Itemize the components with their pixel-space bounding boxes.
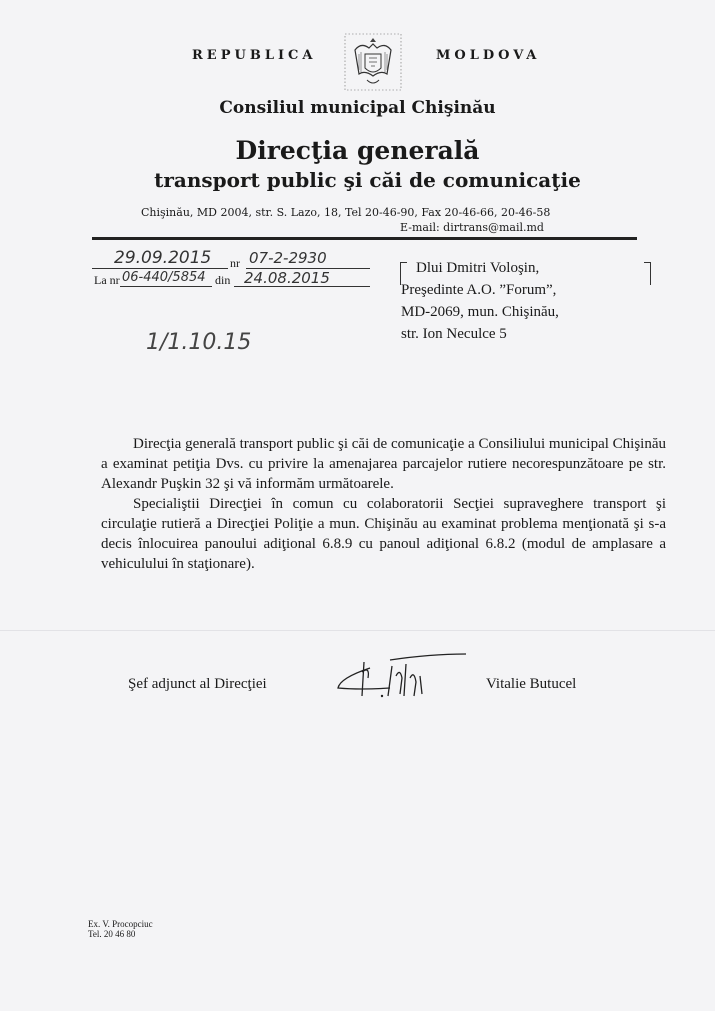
executor: Ex. V. Procopciuc — [88, 919, 153, 929]
body-paragraph-1: Direcţia generală transport public şi căi de comunicaţie a Consiliului municipal Chişinău a examinat petiţia Dvs. cu privire la amenajarea parcajelor rutiere necorespunzătoare pe str. Alexandr Puşkin 32 şi vă informăm următoarele. — [101, 436, 666, 492]
directorate-subtitle: transport public şi căi de comunicaţie — [154, 168, 581, 192]
recipient-line-2: Preşedinte A.O. ”Forum”, — [401, 282, 557, 298]
nr-label: nr — [230, 256, 240, 270]
signatory-name: Vitalie Butucel — [486, 676, 577, 692]
executor-phone: Tel. 20 46 80 — [88, 929, 136, 939]
recipient-line-3: MD-2069, mun. Chişinău, — [401, 304, 559, 320]
reply-line — [120, 286, 212, 287]
recipient-line-4: str. Ion Neculce 5 — [401, 326, 507, 342]
header-divider — [92, 237, 637, 240]
reply-label: La nr — [94, 273, 120, 287]
country-right: MOLDOVA — [436, 48, 541, 63]
address: Chişinău, MD 2004, str. S. Lazo, 18, Tel 20-46-90, Fax 20-46-66, 20-46-58 — [141, 206, 551, 219]
council-name: Consiliul municipal Chişinău — [219, 98, 496, 118]
signatory-title: Şef adjunct al Direcţiei — [128, 676, 267, 692]
recipient-bracket-right — [644, 262, 651, 285]
directorate-title: Direcţia generală — [235, 136, 480, 165]
moldova-coat-of-arms-icon — [341, 30, 405, 94]
reply-nr: 06-440/5854 — [122, 270, 206, 285]
body-paragraph-2: Specialiştii Direcţiei în comun cu colaboratorii Secţiei supraveghere transport şi circulaţie rutieră a Direcţiei Poliţie a mun. Chişinău au examinat problema menţionată şi s-a decis înlocuirea panoului adiţional 6.8.9 cu panoul adiţional 6.8.2 (modul de amplasare a vehiculului în staţionare). — [101, 496, 666, 572]
din-label: din — [215, 273, 231, 287]
handwritten-signature-icon — [330, 648, 470, 708]
paper-fold — [0, 630, 715, 631]
registration-date: 29.09.2015 — [114, 248, 212, 268]
din-date: 24.08.2015 — [244, 269, 330, 287]
letter-body — [101, 434, 666, 574]
country-left: REPUBLICA — [192, 48, 317, 63]
recipient-line-1: Dlui Dmitri Voloşin, — [416, 260, 540, 276]
registration-nr: 07-2-2930 — [249, 249, 327, 267]
received-note: 1/1.10.15 — [146, 330, 252, 355]
date-line — [92, 268, 228, 269]
din-line — [234, 286, 370, 287]
email: E-mail: dirtrans@mail.md — [400, 221, 544, 234]
